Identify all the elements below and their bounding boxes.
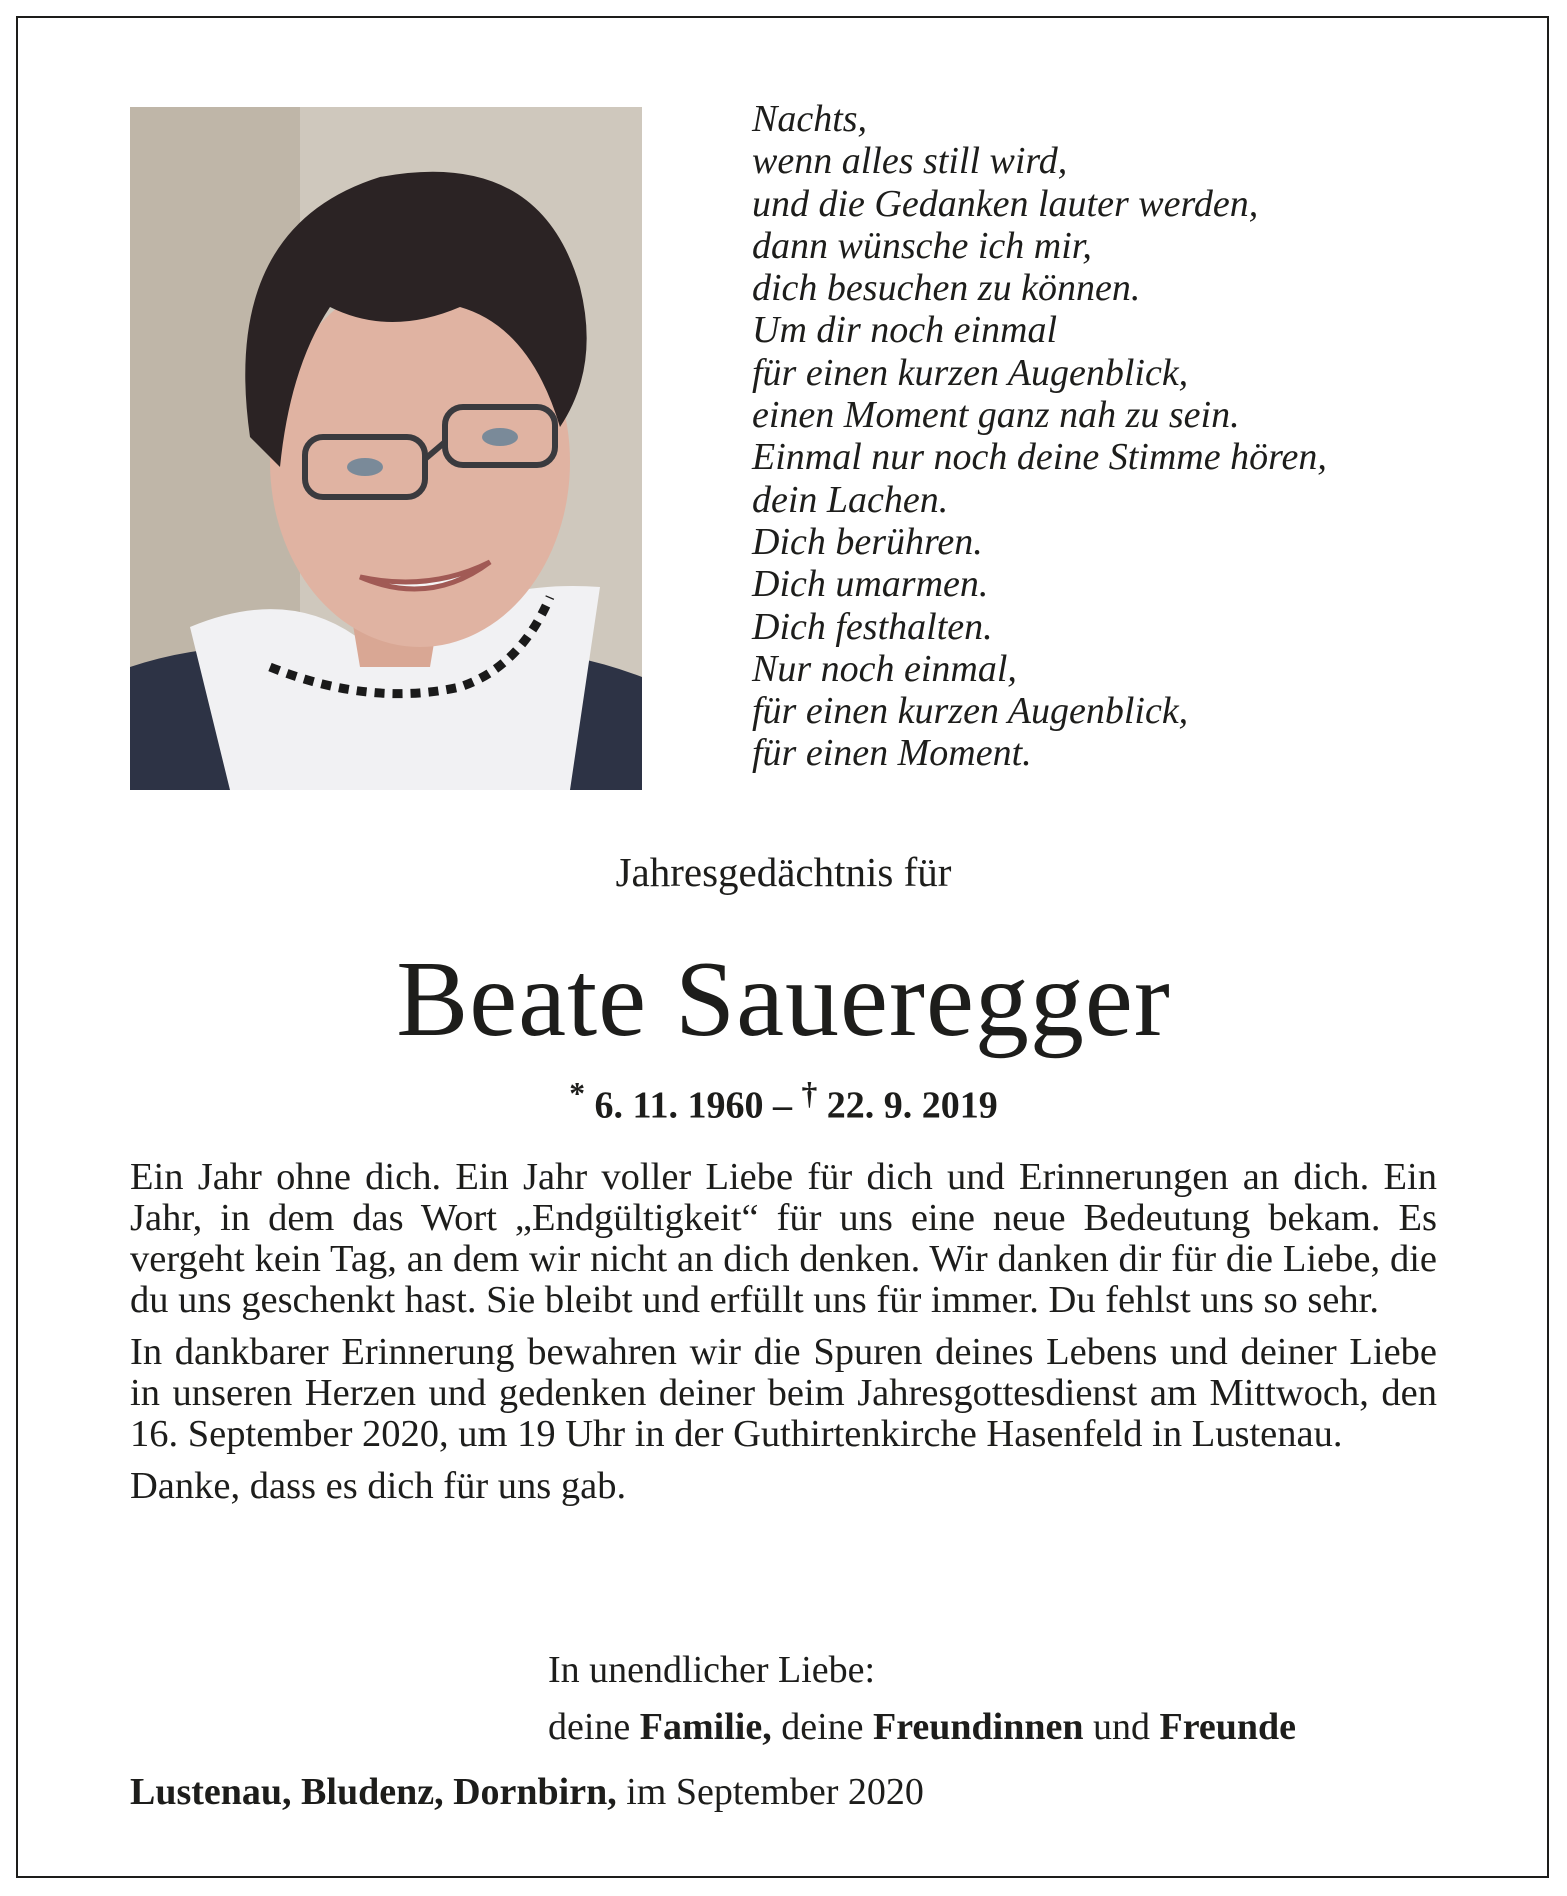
signature-girlfriends: Freundinnen — [873, 1706, 1084, 1748]
death-date: 22. 9. 2019 — [826, 1084, 998, 1127]
poem-line: für einen kurzen Augenblick, — [752, 690, 1189, 733]
portrait-photo — [130, 107, 642, 790]
poem-line: und die Gedanken lauter werden, — [752, 182, 1259, 225]
footer-places: Lustenau, Bludenz, Dornbirn, — [130, 1771, 617, 1813]
poem-line: Dich festhalten. — [752, 605, 993, 648]
signature-friends: Freunde — [1159, 1706, 1297, 1748]
poem-line: einen Moment ganz nah zu sein. — [752, 394, 1240, 437]
poem-line: für einen Moment. — [752, 732, 1032, 775]
poem-line: Um dir noch einmal — [752, 309, 1058, 352]
poem-line: Dich umarmen. — [752, 563, 989, 606]
poem-line: für einen kurzen Augenblick, — [752, 351, 1189, 394]
poem-line: dann wünsche ich mir, — [752, 224, 1092, 267]
birth-symbol: * — [569, 1076, 586, 1111]
death-symbol: † — [801, 1076, 818, 1111]
poem-line: wenn alles still wird, — [752, 140, 1068, 183]
poem-line: dein Lachen. — [752, 478, 949, 521]
birth-date: 6. 11. 1960 — [594, 1084, 764, 1127]
life-dates — [0, 1076, 1567, 1128]
signature-text: und — [1083, 1706, 1160, 1748]
portrait-photo-icon — [130, 107, 642, 790]
signature-intro: In unendlicher Liebe: — [548, 1649, 876, 1691]
footer-date: im September 2020 — [616, 1771, 924, 1813]
notice-body — [130, 1157, 1437, 1518]
signature-text: deine — [548, 1706, 640, 1748]
poem-line: Dich berühren. — [752, 520, 983, 563]
deceased-name: Beate Saueregger — [396, 940, 1171, 1059]
poem — [752, 98, 1432, 775]
body-paragraph: In dankbarer Erinnerung bewahren wir die Spuren deines Lebens und deiner Liebe in unseren Herzen und gedenken deiner beim Jahresgottesdienst am Mittwoch, den 16. September 2020, um 19 Uhr in der Guthirtenkirche Hasenfeld in Lustenau. — [130, 1331, 1437, 1455]
date-separator: – — [772, 1084, 792, 1127]
signature-block — [548, 1642, 1296, 1756]
poem-line: dich besuchen zu können. — [752, 267, 1141, 310]
poem-line: Nur noch einmal, — [752, 647, 1017, 690]
signature-text: deine — [771, 1706, 873, 1748]
signature-family: Familie, — [639, 1706, 772, 1748]
body-paragraph: Ein Jahr ohne dich. Ein Jahr voller Liebe für dich und Erinnerungen an dich. Ein Jahr, in dem das Wort „Endgültigkeit“ für uns eine neue Bedeutung bekam. Es vergeht kein Tag, an dem wir nicht an dich denken. Wir danken dir für die Liebe, die du uns geschenkt hast. Sie bleibt und erfüllt uns für immer. Du fehlst uns so sehr. — [130, 1156, 1437, 1321]
memorial-intro: Jahresgedächtnis für — [615, 849, 952, 895]
poem-line: Einmal nur noch deine Stimme hören, — [752, 436, 1327, 479]
footer-line — [130, 1770, 924, 1814]
body-paragraph: Danke, dass es dich für uns gab. — [130, 1465, 627, 1507]
signature-names — [548, 1699, 1296, 1756]
poem-line: Nachts, — [752, 98, 868, 140]
